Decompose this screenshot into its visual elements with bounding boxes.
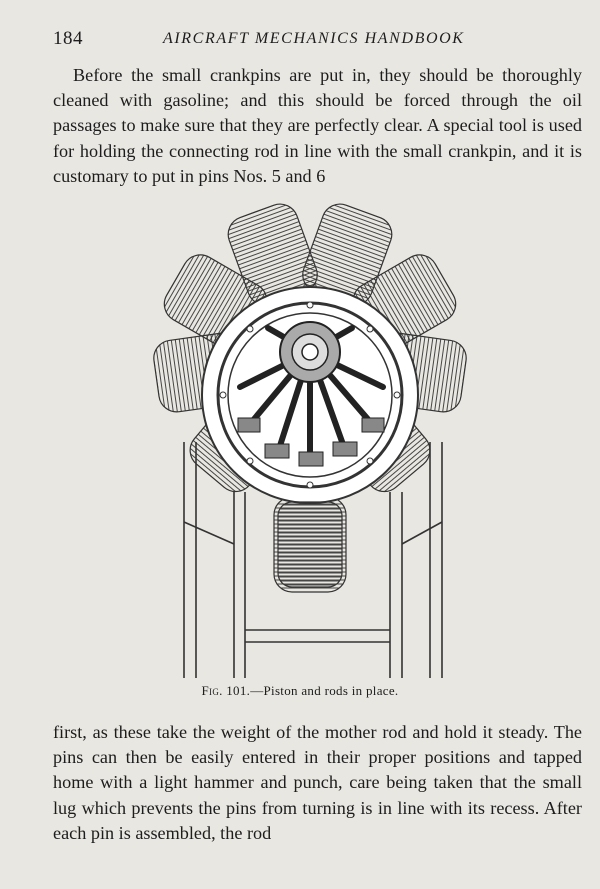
figure-caption-text: —Piston and rods in place. bbox=[250, 683, 399, 698]
engine-illustration bbox=[100, 192, 540, 682]
figure-label: Fig. 101. bbox=[201, 683, 251, 698]
paragraph: Before the small crankpins are put in, they should be thoroughly cleaned with gasoline; and this should be forced through the oil passages to make sure that they are perfectly clear. A special tool is used for holding the connecting rod in line with the small crankpin, and it is customary to put in pins Nos. 5 and 6 bbox=[53, 65, 582, 186]
running-head: AIRCRAFT MECHANICS HANDBOOK bbox=[163, 30, 465, 47]
page-number: 184 bbox=[53, 28, 83, 49]
body-text-top bbox=[53, 63, 582, 189]
crank-hub bbox=[280, 322, 340, 382]
paragraph: first, as these take the weight of the mother rod and hold it steady. The pins can then be easily entered in their proper positions and tapped home with a light hammer and punch, care being taken that the small lug which prevents the pins from turning is in line with its recess. After each pin is assembled, the rod bbox=[53, 722, 582, 843]
lower-cylinder bbox=[278, 502, 342, 587]
figure-caption bbox=[0, 683, 600, 699]
body-text-bottom bbox=[53, 720, 582, 846]
page-header bbox=[53, 28, 583, 50]
rotary-engine-drawing bbox=[100, 192, 540, 682]
